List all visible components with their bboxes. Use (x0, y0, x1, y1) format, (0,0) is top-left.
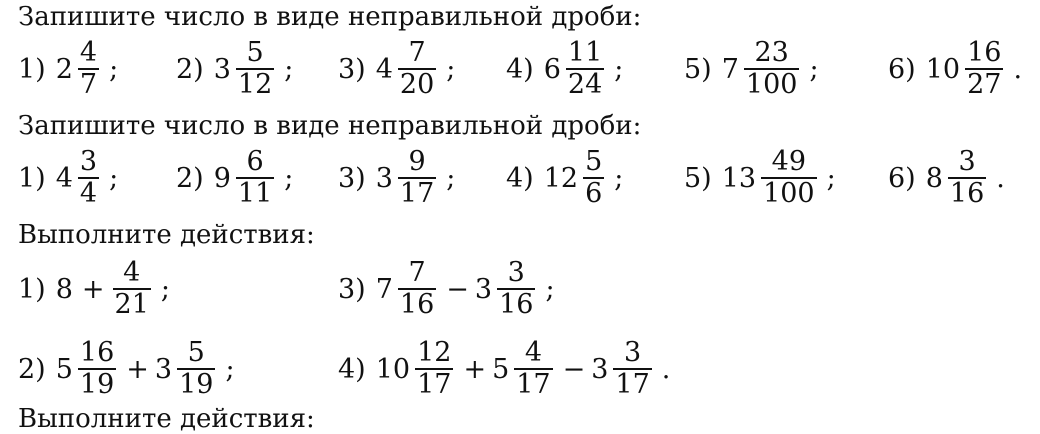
fraction (744, 38, 800, 100)
punctuation: ; (614, 162, 624, 194)
numerator: 16 (79, 337, 115, 368)
whole-part: 2 (55, 53, 73, 85)
exercise-1-6 (888, 34, 1022, 104)
numerator: 4 (123, 257, 141, 288)
fraction (398, 38, 436, 100)
numerator: 5 (246, 37, 264, 68)
denominator: 16 (499, 289, 534, 320)
whole-part: 5 (55, 353, 73, 385)
item-number: 4) (506, 53, 534, 85)
exercise-3-2 (18, 334, 235, 404)
fraction (78, 38, 99, 100)
exercise-3-3 (338, 254, 555, 324)
fraction (497, 258, 535, 320)
item-number: 3) (338, 273, 366, 305)
denominator: 17 (516, 369, 551, 400)
whole-part: 12 (543, 162, 579, 194)
fraction (398, 147, 436, 209)
denominator: 4 (79, 178, 98, 209)
denominator: 20 (399, 69, 435, 100)
section-title-1: Запишите число в виде неправильной дроби: (18, 2, 642, 32)
whole-part: 7 (721, 53, 739, 85)
fraction (398, 258, 436, 320)
numerator: 5 (187, 337, 205, 368)
denominator: 17 (615, 369, 650, 400)
exercise-1-5 (684, 34, 819, 104)
whole-part: 10 (375, 353, 411, 385)
punctuation: ; (284, 162, 294, 194)
item-number: 3) (338, 53, 366, 85)
whole-part: 3 (154, 353, 173, 385)
whole-number: 8 (55, 273, 73, 305)
fraction (177, 338, 215, 400)
denominator: 16 (949, 178, 985, 209)
punctuation: ; (826, 162, 836, 194)
exercise-1-2 (176, 34, 293, 104)
denominator: 16 (399, 289, 435, 320)
numerator: 11 (567, 37, 603, 68)
whole-part: 13 (721, 162, 757, 194)
exercise-2-3 (338, 143, 455, 213)
punctuation: ; (160, 273, 170, 305)
punctuation: . (1013, 53, 1023, 85)
punctuation: ; (284, 53, 294, 85)
numerator: 7 (408, 37, 426, 68)
exercise-2-5 (684, 143, 836, 213)
numerator: 4 (524, 337, 543, 368)
exercise-2-6 (888, 143, 1005, 213)
fraction (113, 258, 151, 320)
fraction (761, 147, 817, 209)
whole-part: 10 (925, 53, 961, 85)
numerator: 3 (79, 146, 98, 177)
whole-part: 3 (213, 53, 231, 85)
punctuation: ; (109, 53, 119, 85)
denominator: 100 (763, 178, 815, 209)
fraction (948, 147, 986, 209)
numerator: 12 (417, 337, 452, 368)
whole-part: 3 (474, 273, 493, 305)
denominator: 7 (79, 69, 98, 100)
fraction (236, 147, 274, 209)
whole-part: 3 (591, 353, 609, 385)
exercise-1-3 (338, 34, 455, 104)
item-number: 6) (888, 162, 916, 194)
item-number: 2) (176, 162, 204, 194)
section-title-4-partial: Выполните действия: (18, 404, 315, 434)
punctuation: ; (109, 162, 119, 194)
denominator: 12 (237, 69, 273, 100)
operator: + (126, 353, 149, 385)
operator: − (562, 353, 586, 385)
fraction (514, 338, 552, 400)
exercise-1-4 (506, 34, 623, 104)
punctuation: ; (545, 273, 555, 305)
item-number: 5) (684, 53, 712, 85)
numerator: 49 (771, 146, 807, 177)
denominator: 19 (79, 369, 115, 400)
fraction (613, 338, 651, 400)
numerator: 6 (246, 146, 264, 177)
punctuation: ; (809, 53, 819, 85)
item-number: 3) (338, 162, 366, 194)
whole-part: 4 (375, 53, 393, 85)
section-title-3: Выполните действия: (18, 220, 315, 250)
section-title-2: Запишите число в виде неправильной дроби: (18, 111, 642, 141)
denominator: 19 (179, 369, 214, 400)
operator: − (446, 273, 469, 305)
item-number: 1) (18, 273, 46, 305)
denominator: 17 (417, 369, 452, 400)
whole-part: 4 (55, 162, 73, 194)
fraction (78, 147, 99, 209)
operator: + (81, 273, 105, 305)
fraction (415, 338, 453, 400)
punctuation: . (661, 353, 671, 385)
whole-part: 8 (925, 162, 943, 194)
fraction (566, 38, 604, 100)
exercise-2-2 (176, 143, 293, 213)
item-number: 2) (18, 353, 46, 385)
exercise-2-4 (506, 143, 623, 213)
numerator: 4 (79, 37, 98, 68)
punctuation: ; (225, 353, 235, 385)
fraction (78, 338, 116, 400)
item-number: 2) (176, 53, 204, 85)
exercise-3-4 (338, 334, 670, 404)
item-number: 6) (888, 53, 916, 85)
denominator: 27 (967, 69, 1002, 100)
numerator: 3 (624, 337, 642, 368)
whole-part: 6 (543, 53, 561, 85)
fraction (583, 147, 604, 209)
whole-part: 5 (492, 353, 510, 385)
denominator: 6 (585, 178, 603, 209)
item-number: 1) (18, 162, 46, 194)
numerator: 23 (754, 37, 789, 68)
denominator: 11 (237, 178, 273, 209)
exercise-2-1 (18, 143, 118, 213)
whole-part: 9 (213, 162, 231, 194)
denominator: 21 (114, 289, 149, 320)
whole-part: 3 (375, 162, 393, 194)
whole-part: 7 (375, 273, 393, 305)
punctuation: ; (614, 53, 624, 85)
item-number: 4) (506, 162, 534, 194)
fraction (236, 38, 274, 100)
item-number: 5) (684, 162, 712, 194)
denominator: 100 (745, 69, 798, 100)
numerator: 7 (408, 257, 426, 288)
punctuation: . (996, 162, 1005, 194)
denominator: 17 (399, 178, 435, 209)
operator: + (463, 353, 487, 385)
numerator: 5 (585, 146, 603, 177)
exercise-3-1 (18, 254, 170, 324)
punctuation: ; (446, 162, 456, 194)
item-number: 4) (338, 353, 366, 385)
fraction (965, 38, 1003, 100)
numerator: 16 (967, 37, 1002, 68)
denominator: 24 (567, 69, 603, 100)
numerator: 3 (507, 257, 525, 288)
numerator: 9 (408, 146, 426, 177)
punctuation: ; (446, 53, 456, 85)
exercise-1-1 (18, 34, 118, 104)
item-number: 1) (18, 53, 46, 85)
numerator: 3 (958, 146, 976, 177)
